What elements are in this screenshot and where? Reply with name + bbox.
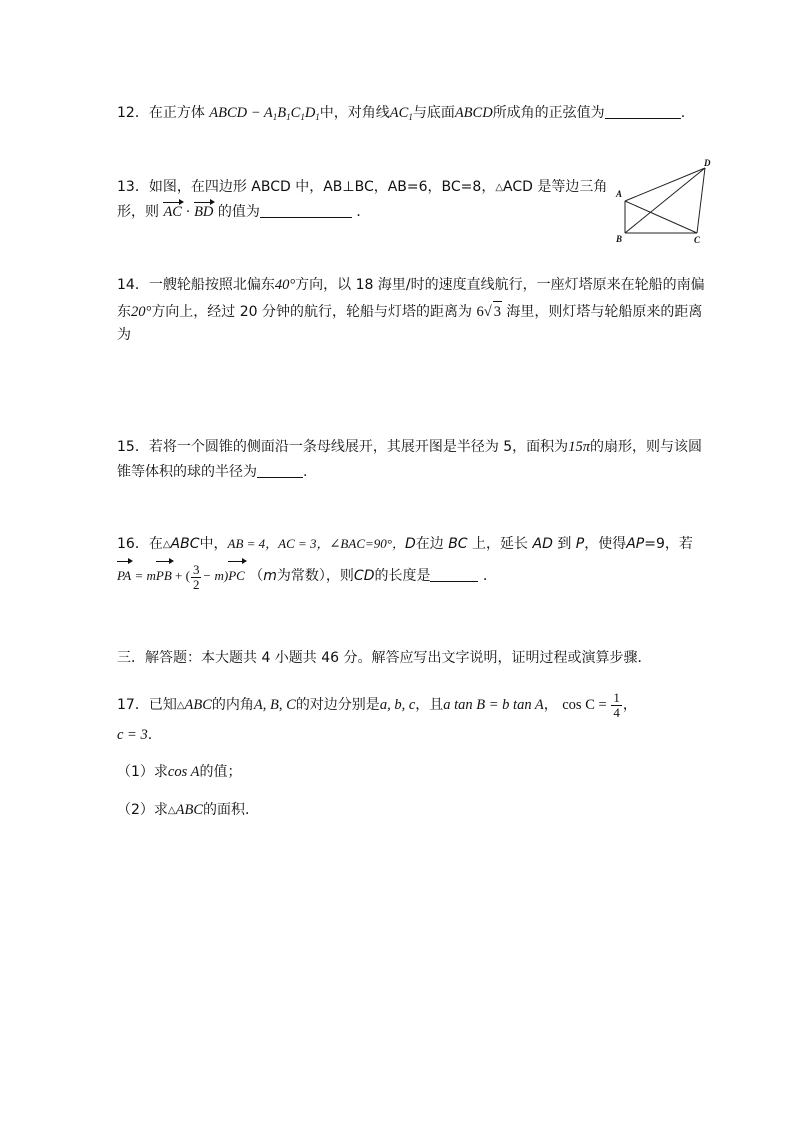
q15-text-2: 的扇形，则与该圆	[589, 439, 702, 455]
q16-text-p2: 为常数），则	[276, 568, 354, 584]
question-17-line-2	[117, 725, 152, 745]
triangle-symbol: △	[176, 699, 185, 711]
q16-end: ．	[482, 568, 497, 584]
q14-text-3: 东	[117, 304, 131, 320]
question-15-line-1	[117, 437, 702, 457]
triangle-abc: ABC	[184, 696, 212, 713]
q16-point-d: D	[404, 536, 416, 552]
q14-text-5: 海里，则灯塔与轮船原来的距离	[506, 304, 703, 320]
q17-number: 17．已知	[117, 696, 177, 713]
triangle-symbol: △	[495, 182, 504, 193]
q17-text-2: 的对边分别是	[295, 696, 380, 713]
q16-text-1: 中，	[199, 536, 228, 552]
q16-number: 16．在	[117, 536, 163, 552]
label-d: D	[704, 158, 711, 168]
q16-segment-ap: AP	[626, 536, 645, 552]
q16-conditions: AB = 4，AC = 3，∠BAC=90°，	[227, 536, 405, 551]
segment-ad	[625, 168, 705, 201]
q12-answer-blank[interactable]	[605, 104, 681, 119]
part-1-text: 的值；	[199, 764, 242, 780]
segment-bd	[625, 168, 705, 233]
q17-condition: a tan B = b tan A	[443, 696, 544, 713]
q13-text-2: 形，则	[117, 204, 159, 220]
q16-answer-blank[interactable]	[430, 567, 478, 582]
q12-end: .	[680, 105, 686, 121]
q14-number: 14．	[117, 277, 149, 293]
question-14-line-2	[117, 301, 702, 322]
vector-pc: PC	[228, 561, 245, 591]
section-3-heading: 三．解答题：本大题共 4 小题共 46 分。解答应写出文字说明，证明过程或演算步骤．	[117, 650, 652, 666]
q16-segment-ad: AD	[532, 536, 553, 552]
angle-40: 40°	[274, 277, 296, 293]
question-17-part-2	[117, 800, 249, 821]
q17-sides: a, b, c	[379, 696, 416, 713]
q16-point-p: P	[575, 536, 585, 552]
q17-text-1: 的内角	[211, 696, 254, 713]
q14-text-4: 方向上，经过 20 分钟的航行，轮船与灯塔的距离为	[151, 304, 473, 320]
label-b: B	[616, 234, 623, 244]
q17-text-4: ，	[543, 696, 558, 713]
question-14-line-3	[117, 325, 131, 345]
vector-pb: PB	[156, 561, 172, 591]
q14-text-6: 为	[117, 327, 131, 343]
q12-base: ABCD	[454, 105, 493, 121]
q15-text-1: 若将一个圆锥的侧面沿一条母线展开，其展开图是半径为 5，面积为	[148, 439, 569, 455]
triangle-abc: ABC	[170, 536, 200, 552]
vector-ac: AC	[163, 204, 182, 220]
segment-ac	[625, 201, 697, 233]
fraction-1-4: $\frac{1}{4}$	[613, 690, 620, 720]
sector-area: 15π	[568, 439, 590, 455]
q15-end: .	[303, 464, 308, 480]
quadrilateral-figure	[612, 156, 716, 246]
q16-paren-open: （	[249, 568, 264, 584]
part-2-text: 的面积.	[203, 802, 250, 818]
label-a: A	[616, 189, 623, 199]
triangle-symbol: △	[167, 805, 176, 816]
q17-c-value: c = 3	[117, 727, 148, 743]
triangle-symbol: △	[162, 539, 171, 550]
q16-segment-cd: CD	[353, 568, 375, 584]
q13-answer-blank[interactable]	[260, 203, 352, 218]
fraction-3-2: $\frac{3}{2}$	[192, 561, 200, 592]
question-16-line-1	[117, 534, 693, 555]
q16-text-9: ，使得	[584, 536, 627, 552]
q13-text-3: 的值为	[217, 204, 260, 220]
q14-text-2: 方向，以 18 海里/时的速度直线航行，一座灯塔原来在轮船的南偏	[295, 277, 705, 293]
q12-number: 12．	[117, 105, 149, 121]
segment-dc	[697, 168, 705, 233]
distance-radical: 6√ 3	[476, 304, 501, 320]
q16-variable-m: m	[263, 568, 277, 584]
question-12	[117, 103, 685, 123]
part-2-label: （2）求	[117, 802, 168, 818]
q16-text-5: 上，延长	[472, 536, 529, 552]
q17-cos-c: cos C = $\frac{1}{4}$	[562, 690, 620, 720]
q13-number: 13．	[117, 179, 149, 195]
q15-text-3: 锥等体积的球的半径为	[117, 464, 257, 480]
label-c: C	[694, 235, 701, 245]
q12-text-4: 所成角的正弦值为	[492, 105, 605, 121]
q13-text-1: 如图，在四边形 ABCD 中，AB⊥BC，AB=6，BC=8，	[148, 179, 496, 195]
q16-vector-equation: PA = mPB + ( $\frac{3}{2}$ − m)PC	[117, 561, 245, 592]
question-16-line-2	[117, 561, 497, 592]
question-13-line-2	[117, 202, 370, 222]
q14-text-1: 一艘轮船按照北偏东	[148, 277, 275, 293]
part-1-cos-a: cos A	[167, 764, 200, 780]
q16-text-7: 到	[557, 536, 572, 552]
q17-dot: .	[147, 727, 153, 743]
vector-bd: BD	[194, 204, 214, 220]
part-2-triangle: ABC	[175, 802, 204, 818]
question-14-line-1	[117, 275, 705, 295]
q16-segment-bc: BC	[448, 536, 468, 552]
question-17-line-1	[117, 691, 637, 720]
q16-text-p3: 的长度是	[374, 568, 431, 584]
q12-text-3: 与底面	[412, 105, 455, 121]
question-13-line-1	[117, 177, 607, 198]
q17-angles: A, B, C	[253, 696, 296, 713]
q17-text-5: ，	[622, 696, 637, 713]
q16-text-3: 在边	[415, 536, 444, 552]
q13-vector-expression: AC · BD	[163, 204, 214, 220]
q12-cube-name: ABCD − $A_1B_1C_1D_1$	[209, 105, 320, 122]
question-15-line-2	[117, 462, 307, 482]
question-17-part-1	[117, 762, 241, 782]
q12-text-1: 在正方体	[148, 105, 205, 121]
part-1-label: （1）求	[117, 764, 168, 780]
vector-pa: PA	[117, 561, 131, 591]
q17-text-3: ，且	[415, 696, 444, 713]
q13-end: ．	[356, 204, 371, 220]
q15-answer-blank[interactable]	[257, 463, 303, 478]
q16-text-11: =9，若	[644, 536, 693, 552]
q12-diagonal: $AC_1$	[389, 105, 413, 122]
q13-text-1b: ACD 是等边三角	[503, 179, 608, 195]
angle-20: 20°	[131, 304, 152, 320]
q12-text-2: 中，对角线	[319, 105, 390, 121]
q15-number: 15．	[117, 439, 149, 455]
